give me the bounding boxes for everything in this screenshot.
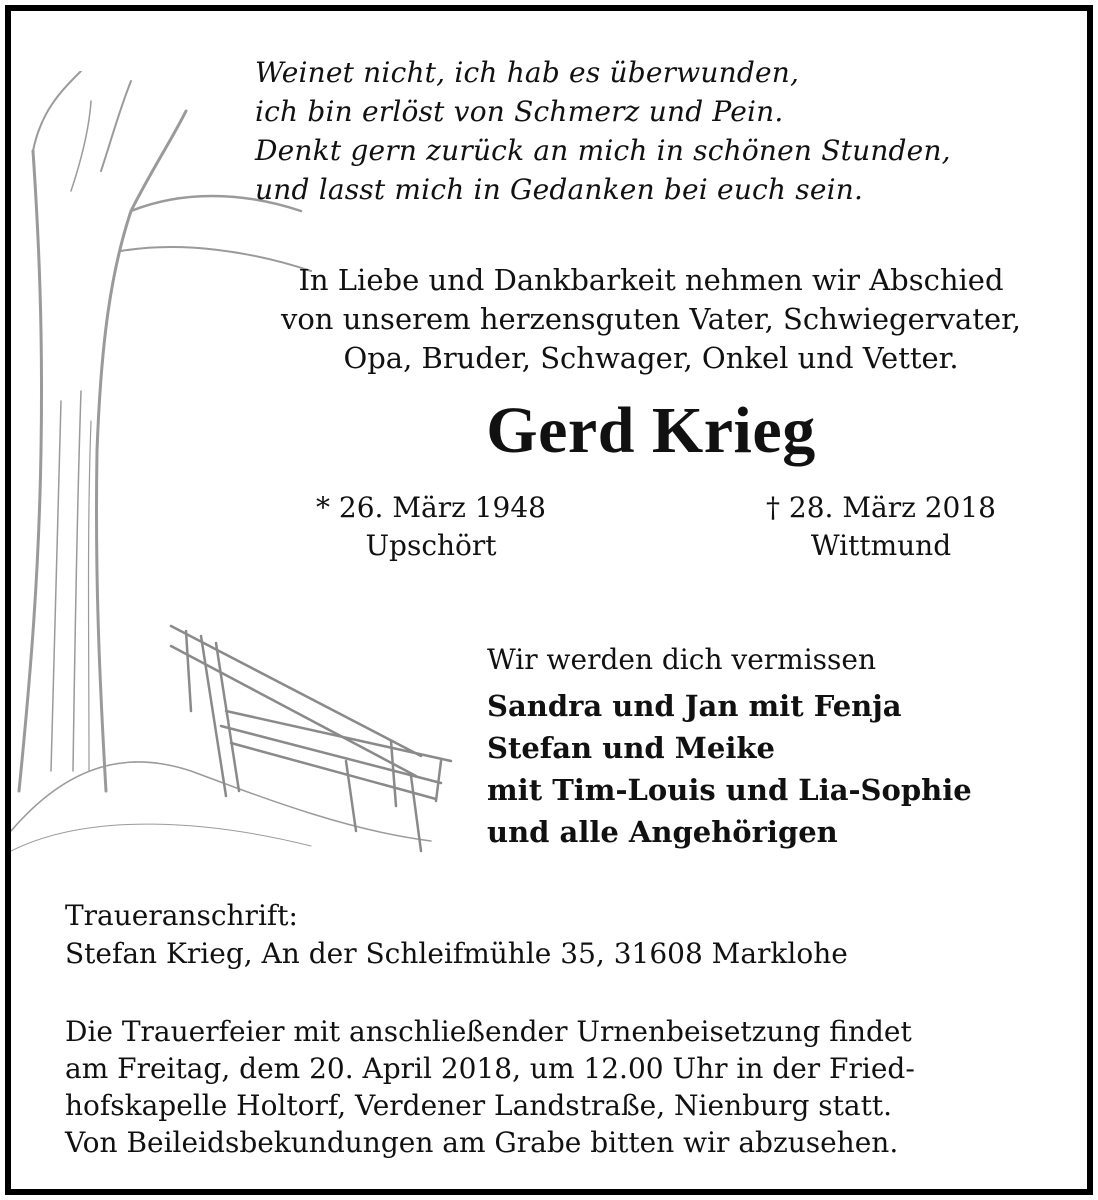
birth-info: [281, 489, 581, 565]
poem-line: und lasst mich in Gedanken bei euch sein.: [255, 173, 864, 206]
mourner-line: und alle Angehörigen: [487, 815, 838, 849]
deceased-name: Gerd Krieg: [486, 394, 816, 467]
death-place: Wittmund: [810, 529, 952, 562]
birth-place: Upschört: [365, 529, 497, 562]
mourning-address: [65, 897, 1065, 973]
ceremony-line: Von Beileidsbekundungen am Grabe bitten wir abzusehen.: [65, 1126, 899, 1159]
farewell-text: [251, 261, 1051, 378]
mourner-line: Stefan und Meike: [487, 731, 775, 765]
poem-line: Denkt gern zurück an mich in schönen Stunden,: [255, 134, 951, 167]
mourners-names: [487, 685, 1077, 853]
mourner-line: mit Tim-Louis und Lia-Sophie: [487, 773, 972, 807]
address-line: Stefan Krieg, An der Schleifmühle 35, 31608 Marklohe: [65, 937, 848, 970]
mourners-intro: Wir werden dich vermissen: [487, 643, 876, 676]
mourners-block: [487, 639, 1077, 853]
poem-line: Weinet nicht, ich hab es überwunden,: [255, 56, 800, 89]
ceremony-line: am Freitag, dem 20. April 2018, um 12.00 Uhr in der Fried-: [65, 1052, 915, 1085]
death-date: † 28. März 2018: [766, 491, 996, 524]
birth-date: * 26. März 1948: [316, 491, 546, 524]
ceremony-notice: [65, 1013, 1075, 1161]
ceremony-line: Die Trauerfeier mit anschließender Urnenbeisetzung findet: [65, 1015, 912, 1048]
poem-line: ich bin erlöst von Schmerz und Pein.: [255, 95, 784, 128]
farewell-line: Opa, Bruder, Schwager, Onkel und Vetter.: [343, 341, 959, 375]
farewell-line: In Liebe und Dankbarkeit nehmen wir Abschied: [298, 263, 1004, 297]
address-label: Traueranschrift:: [65, 899, 298, 932]
farewell-line: von unserem herzensguten Vater, Schwiegervater,: [280, 302, 1022, 336]
obituary-notice: [5, 5, 1093, 1195]
memorial-poem: [255, 53, 1075, 209]
ceremony-line: hofskapelle Holtorf, Verdener Landstraße, Nienburg statt.: [65, 1089, 892, 1122]
mourner-line: Sandra und Jan mit Fenja: [487, 689, 902, 723]
death-info: [731, 489, 1031, 565]
